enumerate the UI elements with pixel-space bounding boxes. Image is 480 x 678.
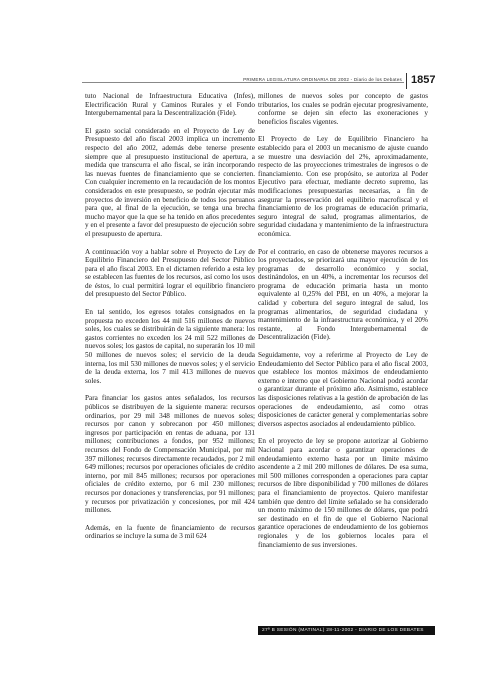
running-header bbox=[0, 72, 480, 92]
paragraph: A continuación voy a hablar sobre el Proyecto de Ley de Equilibrio Financiero del Presupuesto del Sector Público para el año fiscal 2003. En el dictamen referido a esta ley se establecen las fuentes de los recursos, así como los usos de éstos, lo cual permitirá lograr el equilibrio financiero del presupuesto del Sector Público. bbox=[85, 247, 255, 299]
paragraph: Además, en la fuente de financiamiento de recursos ordinarios se incluye la suma de 3 mil 624 bbox=[85, 523, 255, 541]
header-separator bbox=[406, 73, 407, 89]
paragraph: Para financiar los gastos antes señalados, los recursos públicos se distribuyen de la siguiente manera: recursos ordinarios, por 29 mil 348 millones de nuevos soles; recursos por canon y sobrecanon por 450 millones; ingresos por participación en rentas de aduana, por 131 millones; contribuciones a fondos, por 952 millones; recursos del Fondo de Compensación Municipal, por mil 397 millones; recursos directamente recaudados, por 2 mil 649 millones; recursos por operaciones oficiales de crédito interno, por mil 845 millones; recursos por operaciones oficiales de crédito externo, por 6 mil 230 millones; recursos por donaciones y transferencias, por 91 millones; y recursos por privatización y concesiones, por mil 424 millones. bbox=[85, 394, 255, 515]
paragraph: En tal sentido, los egresos totales consignados en la propuesta no exceden los 44 mil 516 millones de nuevos soles, los cuales se distribuirán de la siguiente manera: los gastos corrientes no exceden los 24 mil 522 millones de nuevos soles; los gastos de capital, no superarán los 10 mil 50 millones de nuevos soles; el servicio de la deuda interna, los mil 530 millones de nuevos soles; y el servicio de la deuda externa, los 7 mil 413 millones de nuevos soles. bbox=[85, 308, 255, 385]
footer-bar: 27ª B SESIÓN (MATINAL) 28-11-2002 - DIARIO DE LOS DEBATES bbox=[258, 626, 435, 635]
right-column bbox=[258, 92, 428, 558]
paragraph: Seguidamente, voy a referirme al Proyecto de Ley de Endeudamiento del Sector Público para el año fiscal 2003, que establece los montos máximos de endeudamiento externo e interno que el Gobierno Nacional podrá acordar o garantizar durante el próximo año. Asimismo, establece las disposiciones relativas a la gestión de aprobación de las operaciones de endeudamiento, así como otras disposiciones de carácter general y complementarias sobre diversos aspectos asociados al endeudamiento público. bbox=[258, 351, 428, 428]
header-rule bbox=[82, 82, 404, 83]
paragraph: Por el contrario, en caso de obtenerse mayores recursos a los proyectados, se priorizará una mayor ejecución de los programas de desarrollo económico y social, destinándolos, en un 40%, a incrementar los recursos del programa de educación primaria hasta un monto equivalente al 0,25% del PBI, en un 40%, a mejorar la calidad y cobertura del seguro integral de salud, los programas alimentarios, de seguridad ciudadana y mantenimiento de la infraestructura económica, y el 20% restante, al Fondo Intergubernamental de Descentralización (Fide). bbox=[258, 247, 428, 342]
left-column bbox=[85, 92, 255, 550]
page-number: 1857 bbox=[411, 74, 436, 86]
paragraph: El gasto social considerado en el Proyecto de Ley de Presupuesto del año fiscal 2003 implica un incremento respecto del año 2002, además debe tenerse presente siempre que al presupuesto institucional de apertura, a medida que transcurra el año fiscal, se irán incorporando las nuevas fuentes de financiamiento que se concierten. Con cualquier incremento en la recaudación de los montos considerados en este presupuesto, se podrán ejecutar más proyectos de inversión en beneficio de todos los peruanos para que, al final de la ejecución, se tenga una brecha mucho mayor que la que se ha tenido en años precedentes y en el presente a favor del presupuesto de ejecución sobre el presupuesto de apertura. bbox=[85, 126, 255, 238]
running-title: PRIMERA LEGISLATURA ORDINARIA DE 2002 - Diario de los Debates bbox=[239, 77, 402, 82]
paragraph: El Proyecto de Ley de Equilibrio Financiero ha establecido para el 2003 un mecanismo de ajuste cuando se muestre una desviación del 2%, aproximadamente, respecto de las proyecciones trimestrales de ingresos o de financiamiento. Con ese propósito, se autoriza al Poder Ejecutivo para efectuar, mediante decreto supremo, las modificaciones presupuestarias necesarias, a fin de asegurar la preservación del equilibrio macrofiscal y el financiamiento de los programas de educación primaria, seguro integral de salud, programas alimentarios, de seguridad ciudadana y mantenimiento de la infraestructura económica. bbox=[258, 135, 428, 238]
paragraph: tuto Nacional de Infraestructura Educativa (Infes), Electrificación Rural y Caminos Rurales y el Fondo Intergubernamental para la Descentralización (Fide). bbox=[85, 92, 255, 118]
paragraph: En el proyecto de ley se propone autorizar al Gobierno Nacional para acordar o garantizar operaciones de endeudamiento externo hasta por un límite máximo ascendente a 2 mil 200 millones de dólares. De esa suma, mil 500 millones corresponden a operaciones para captar recursos de libre disponibilidad y 700 millones de dólares para el financiamiento de proyectos. Quiero manifestar también que dentro del límite señalado se ha considerado un monto máximo de 150 millones de dólares, que podrá ser destinado en el fin de que el Gobierno Nacional garantice operaciones de endeudamiento de los gobiernos regionales y de los gobiernos locales para el financiamiento de sus inversiones. bbox=[258, 437, 428, 549]
paragraph: millones de nuevos soles por concepto de gastos tributarios, los cuales se podrán ejecutar progresivamente, conforme se dejen sin efecto las exoneraciones y beneficios fiscales vigentes. bbox=[258, 92, 428, 126]
